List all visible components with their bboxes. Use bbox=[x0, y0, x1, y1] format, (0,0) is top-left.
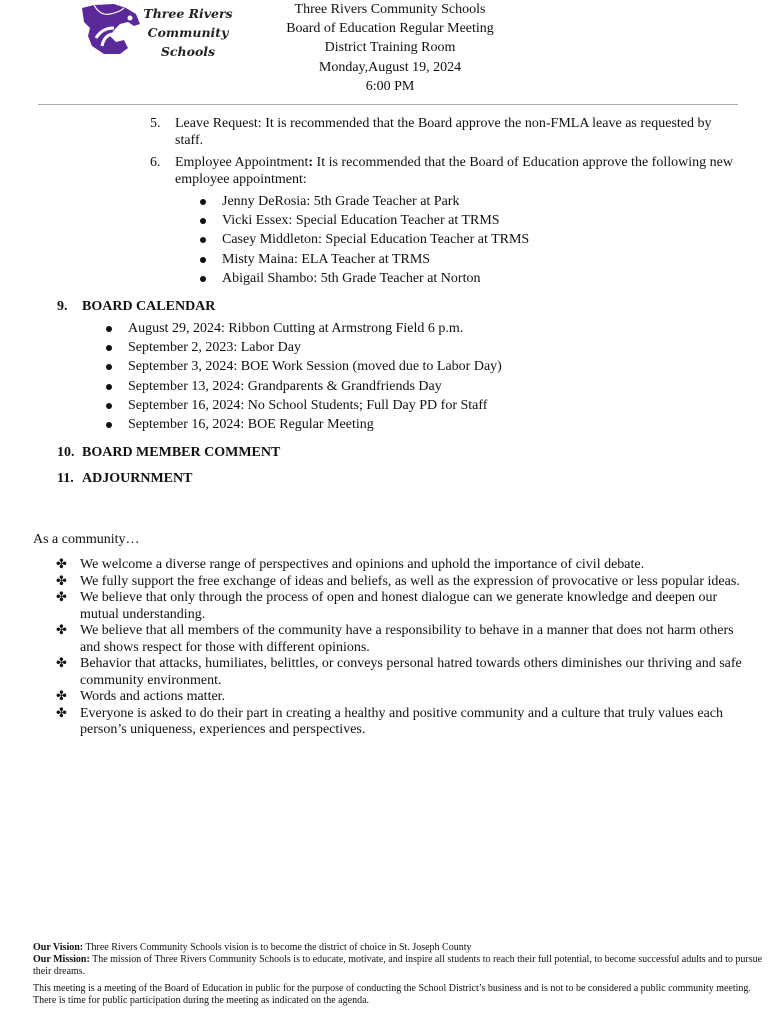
vision-text: Three Rivers Community Schools vision is to become the district of choice in St. Joseph County bbox=[83, 942, 472, 953]
list-item bbox=[56, 573, 750, 591]
bullet-icon bbox=[106, 345, 112, 351]
list-item-text: September 16, 2024: BOE Regular Meeting bbox=[128, 417, 374, 433]
clover-icon: ✤ bbox=[56, 656, 67, 671]
list-item-text: Vicki Essex: Special Education Teacher at TRMS bbox=[222, 213, 500, 229]
list-item-text: September 16, 2024: No School Students; Full Day PD for Staff bbox=[128, 397, 488, 413]
mission-label: Our Mission: bbox=[33, 954, 90, 966]
section-number: 10. bbox=[57, 445, 75, 460]
list-item bbox=[222, 230, 529, 249]
list-item-text: Abigail Shambo: 5th Grade Teacher at Norton bbox=[222, 270, 481, 286]
list-item-text: Everyone is asked to do their part in creating a healthy and positive community and a culture that truly values each person’s uniqueness, experiences and perspectives. bbox=[80, 705, 724, 737]
clover-icon: ✤ bbox=[56, 557, 67, 572]
list-item-text: Casey Middleton: Special Education Teacher at TRMS bbox=[222, 232, 530, 248]
list-item bbox=[128, 415, 502, 434]
logo-line: Community bbox=[147, 25, 229, 40]
list-item bbox=[128, 338, 502, 357]
community-intro: As a community… bbox=[33, 532, 140, 547]
district-logo bbox=[80, 2, 233, 59]
list-item-text: We believe that only through the process of open and honest dialogue can we generate knowledge and deepen our mutual understanding. bbox=[80, 590, 718, 622]
section-number: 11. bbox=[57, 471, 74, 486]
section-number: 9. bbox=[57, 299, 68, 314]
list-item-text: Jenny DeRosia: 5th Grade Teacher at Park bbox=[222, 194, 460, 209]
meeting-title: Board of Education Regular Meeting bbox=[286, 21, 494, 37]
list-item bbox=[56, 590, 750, 623]
section-title: BOARD MEMBER COMMENT bbox=[82, 445, 281, 460]
list-item bbox=[222, 269, 529, 288]
list-item bbox=[222, 192, 529, 211]
section-title: ADJOURNMENT bbox=[82, 471, 193, 486]
agenda-subitem-leave-request bbox=[150, 116, 740, 149]
clover-icon: ✤ bbox=[56, 705, 67, 721]
community-values-list bbox=[56, 557, 750, 739]
public-meeting-notice: This meeting is a meeting of the Board of Education in public for the purpose of conducting the School District’s business and is not to be considered a public community meeting. There is time for public participation during the meeting as indicated on the agenda. bbox=[33, 982, 751, 1006]
list-item bbox=[56, 656, 750, 689]
logo-line: Schools bbox=[160, 44, 216, 59]
bullet-icon bbox=[106, 403, 112, 409]
meeting-time: 6:00 PM bbox=[365, 78, 415, 94]
list-item-text: Behavior that attacks, humiliates, belittles, or conveys personal hatred towards others diminishes our thriving and safe community environment. bbox=[80, 656, 742, 688]
item-label-colon: : bbox=[308, 155, 314, 170]
list-item-text: We believe that all members of the community have a responsibility to behave in a manner that does not harm others and shows respect for those with different opinions. bbox=[80, 623, 734, 655]
clover-icon: ✤ bbox=[56, 573, 67, 589]
list-item-text: Misty Maina: ELA Teacher at TRMS bbox=[222, 251, 431, 267]
list-item bbox=[128, 377, 502, 396]
meeting-date: Monday,August 19, 2024 bbox=[318, 59, 462, 75]
logo-line: Three Rivers bbox=[143, 6, 233, 21]
vision-label: Our Vision: bbox=[33, 942, 84, 953]
bullet-icon bbox=[200, 218, 206, 224]
mission-statement bbox=[33, 954, 763, 978]
list-item bbox=[128, 319, 502, 338]
bullet-icon bbox=[200, 237, 206, 243]
wildcat-logo-icon bbox=[80, 2, 142, 56]
calendar-list bbox=[128, 319, 502, 434]
meeting-location: District Training Room bbox=[324, 40, 456, 56]
clover-icon: ✤ bbox=[56, 689, 67, 704]
list-item-text: Words and actions matter. bbox=[80, 689, 226, 704]
item-label: Leave Request: bbox=[175, 116, 262, 131]
meeting-header bbox=[270, 0, 510, 96]
list-item-text: September 2, 2023: Labor Day bbox=[128, 340, 302, 356]
list-item-text: We welcome a diverse range of perspectives and opinions and uphold the importance of civil debate. bbox=[80, 557, 645, 572]
bullet-icon bbox=[106, 364, 112, 370]
item-text: It is recommended that the Board of Education approve the following new employee appointment: bbox=[175, 155, 733, 187]
district-name: Three Rivers Community Schools bbox=[294, 2, 486, 17]
item-number: 5. bbox=[150, 116, 161, 131]
appointment-list bbox=[222, 192, 529, 288]
list-item bbox=[56, 705, 750, 739]
list-item bbox=[56, 689, 750, 706]
bullet-icon bbox=[200, 199, 206, 205]
list-item bbox=[56, 557, 750, 574]
list-item bbox=[222, 250, 529, 269]
header-divider bbox=[38, 104, 738, 105]
bullet-icon bbox=[106, 326, 112, 332]
page-footer bbox=[33, 942, 763, 1007]
agenda-subitem-employee-appointment bbox=[150, 155, 740, 188]
item-number: 6. bbox=[150, 155, 161, 170]
vision-statement bbox=[33, 942, 763, 954]
bullet-icon bbox=[106, 384, 112, 390]
clover-icon: ✤ bbox=[56, 623, 67, 638]
list-item-text: We fully support the free exchange of ideas and beliefs, as well as the expression of provocative or less popular ideas. bbox=[80, 573, 740, 589]
list-item bbox=[128, 396, 502, 415]
section-title: BOARD CALENDAR bbox=[82, 299, 216, 314]
list-item-text: September 3, 2024: BOE Work Session (moved due to Labor Day) bbox=[128, 359, 502, 375]
list-item-text: September 13, 2024: Grandparents & Grandfriends Day bbox=[128, 378, 442, 394]
list-item bbox=[222, 211, 529, 230]
bullet-icon bbox=[200, 257, 206, 263]
bullet-icon bbox=[106, 422, 112, 428]
list-item-text: August 29, 2024: Ribbon Cutting at Armstrong Field 6 p.m. bbox=[128, 321, 464, 336]
clover-icon: ✤ bbox=[56, 590, 67, 605]
list-item bbox=[56, 623, 750, 656]
item-label: Employee Appointment bbox=[175, 155, 309, 170]
bullet-icon bbox=[200, 276, 206, 282]
item-text: It is recommended that the Board approve the non-FMLA leave as requested by staff. bbox=[175, 116, 712, 148]
list-item bbox=[128, 357, 502, 376]
mission-text: The mission of Three Rivers Community Schools is to educate, motivate, and inspire all students to reach their full potential, to become successful adults and to pursue their dreams. bbox=[33, 954, 763, 978]
